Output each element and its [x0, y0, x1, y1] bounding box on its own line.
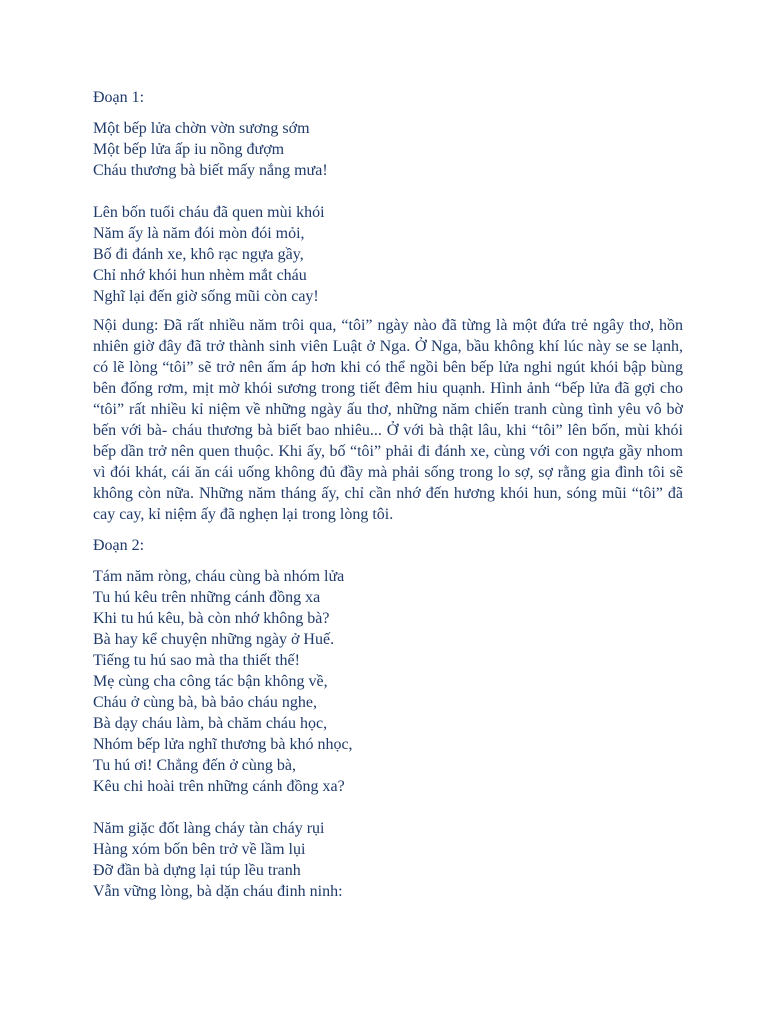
section-2-stanza-2 — [93, 818, 683, 902]
poem-line: Mẹ cùng cha công tác bận không về, — [93, 673, 328, 690]
poem-line: Hàng xóm bốn bên trở về lầm lụi — [93, 841, 306, 858]
poem-line: Lên bốn tuổi cháu đã quen mùi khói — [93, 204, 325, 221]
poem-line: Tám năm ròng, cháu cùng bà nhóm lửa — [93, 568, 345, 585]
section-1-content-paragraph: Nội dung: Đã rất nhiều năm trôi qua, “tôi” ngày nào đã từng là một đứa trẻ ngây thơ, hồn nhiên giờ đây đã trở thành sinh viên Luật ở Nga. Ở Nga, bầu không khí lúc này se se lạnh, có lẽ lòng “tôi” sẽ trở nên ấm áp hơn khi có thể ngồi bên bếp lửa nghi ngút khói bập bùng bên đống rơm, mịt mờ khói sương trong tiết đêm hiu quạnh. Hình ảnh “bếp lửa đã gợi cho “tôi” rất nhiều kỉ niệm về những ngày ấu thơ, những năm chiến tranh cùng tình yêu vô bờ bến với bà- cháu thương bà biết bao nhiêu... Ở với bà thật lâu, khi “tôi” lên bốn, mùi khói bếp dần trở nên quen thuộc. Khi ấy, bố “tôi” phải đi đánh xe, cùng với con ngựa gầy nhom vì đói khát, cái ăn cái uống không đủ đầy mà phải sống trong lo sợ, sợ rằng gia đình tôi sẽ không còn nữa. Những năm tháng ấy, chỉ cần nhớ đến hương khói hun, sóng mũi “tôi” đã cay cay, kỉ niệm ấy đã nghẹn lại trong lòng tôi. — [93, 317, 683, 523]
poem-line: Một bếp lửa ấp iu nồng đượm — [93, 141, 285, 158]
poem-line: Năm giặc đốt làng cháy tàn cháy rụi — [93, 820, 325, 837]
poem-line: Tu hú ơi! Chẳng đến ở cùng bà, — [93, 757, 296, 774]
document-body — [93, 87, 683, 910]
poem-line: Tu hú kêu trên những cánh đồng xa — [93, 589, 321, 606]
section-1-stanza-1 — [93, 118, 683, 181]
poem-line: Đỡ đần bà dựng lại túp lều tranh — [93, 862, 301, 879]
section-1-stanza-2 — [93, 202, 683, 307]
poem-line: Nghĩ lại đến giờ sống mũi còn cay! — [93, 288, 319, 305]
poem-line: Năm ấy là năm đói mòn đói mỏi, — [93, 225, 305, 242]
poem-line: Nhóm bếp lửa nghĩ thương bà khó nhọc, — [93, 736, 353, 753]
section-2-stanza-1 — [93, 566, 683, 797]
poem-line: Cháu ở cùng bà, bà bảo cháu nghe, — [93, 694, 317, 711]
poem-line: Một bếp lửa chờn vờn sương sớm — [93, 120, 310, 137]
poem-line: Chỉ nhớ khói hun nhèm mắt cháu — [93, 267, 307, 284]
section-1-heading: Đoạn 1: — [93, 89, 145, 106]
poem-line: Bố đi đánh xe, khô rạc ngựa gầy, — [93, 246, 304, 263]
poem-line: Kêu chi hoài trên những cánh đồng xa? — [93, 778, 345, 795]
poem-line: Tiếng tu hú sao mà tha thiết thế! — [93, 652, 300, 669]
poem-line: Vẫn vững lòng, bà dặn cháu đinh ninh: — [93, 883, 343, 900]
poem-line: Bà hay kể chuyện những ngày ở Huế. — [93, 631, 335, 648]
poem-line: Khi tu hú kêu, bà còn nhớ không bà? — [93, 610, 330, 627]
section-2-heading: Đoạn 2: — [93, 537, 145, 554]
poem-line: Bà dạy cháu làm, bà chăm cháu học, — [93, 715, 328, 732]
poem-line: Cháu thương bà biết mấy nắng mưa! — [93, 162, 328, 179]
